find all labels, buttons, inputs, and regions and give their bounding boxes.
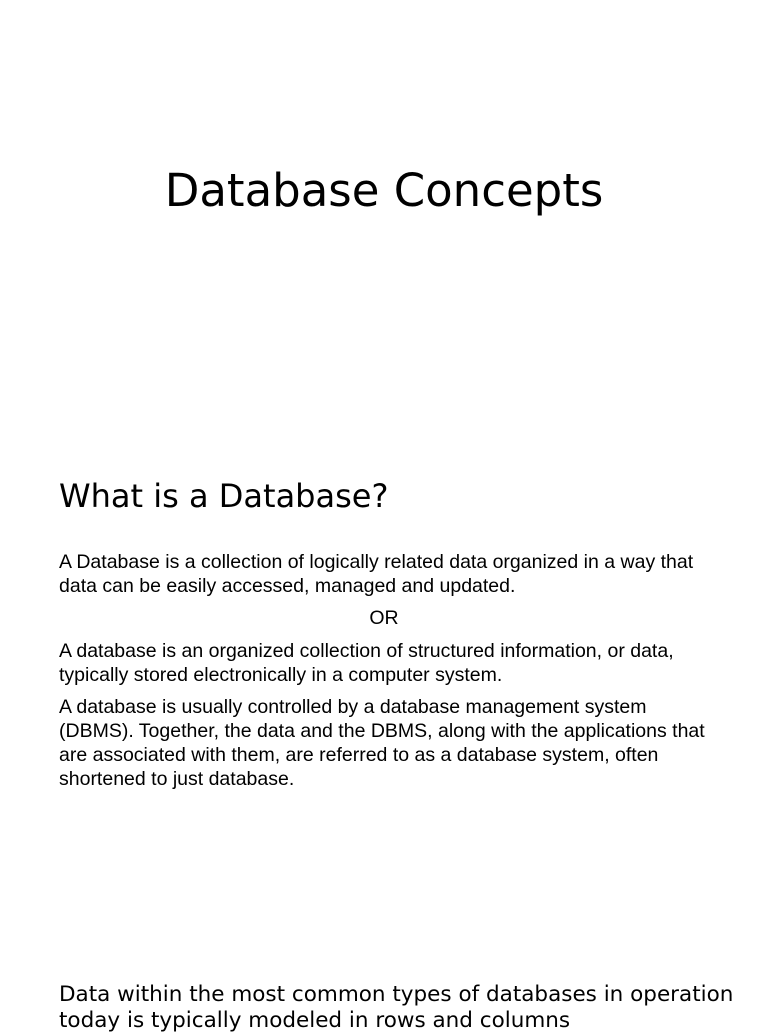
section-heading: What is a Database? (59, 477, 389, 515)
data-model-paragraph: Data within the most common types of databases in operation today is typically modeled in rows and columns (59, 982, 734, 1033)
dbms-paragraph: A database is usually controlled by a database management system (DBMS). Together, the data and the DBMS, along with the applications that are associated with them, are referred to as a database system, often shortened to just database. (59, 696, 705, 790)
slide-title: Database Concepts (164, 164, 604, 217)
definition-paragraph-2: A database is an organized collection of structured information, or data, typically stored electronically in a computer system. (59, 640, 674, 686)
definition-paragraph-1: A Database is a collection of logically related data organized in a way that data can be easily accessed, managed and updated. (59, 551, 694, 597)
or-separator: OR (369, 607, 399, 629)
